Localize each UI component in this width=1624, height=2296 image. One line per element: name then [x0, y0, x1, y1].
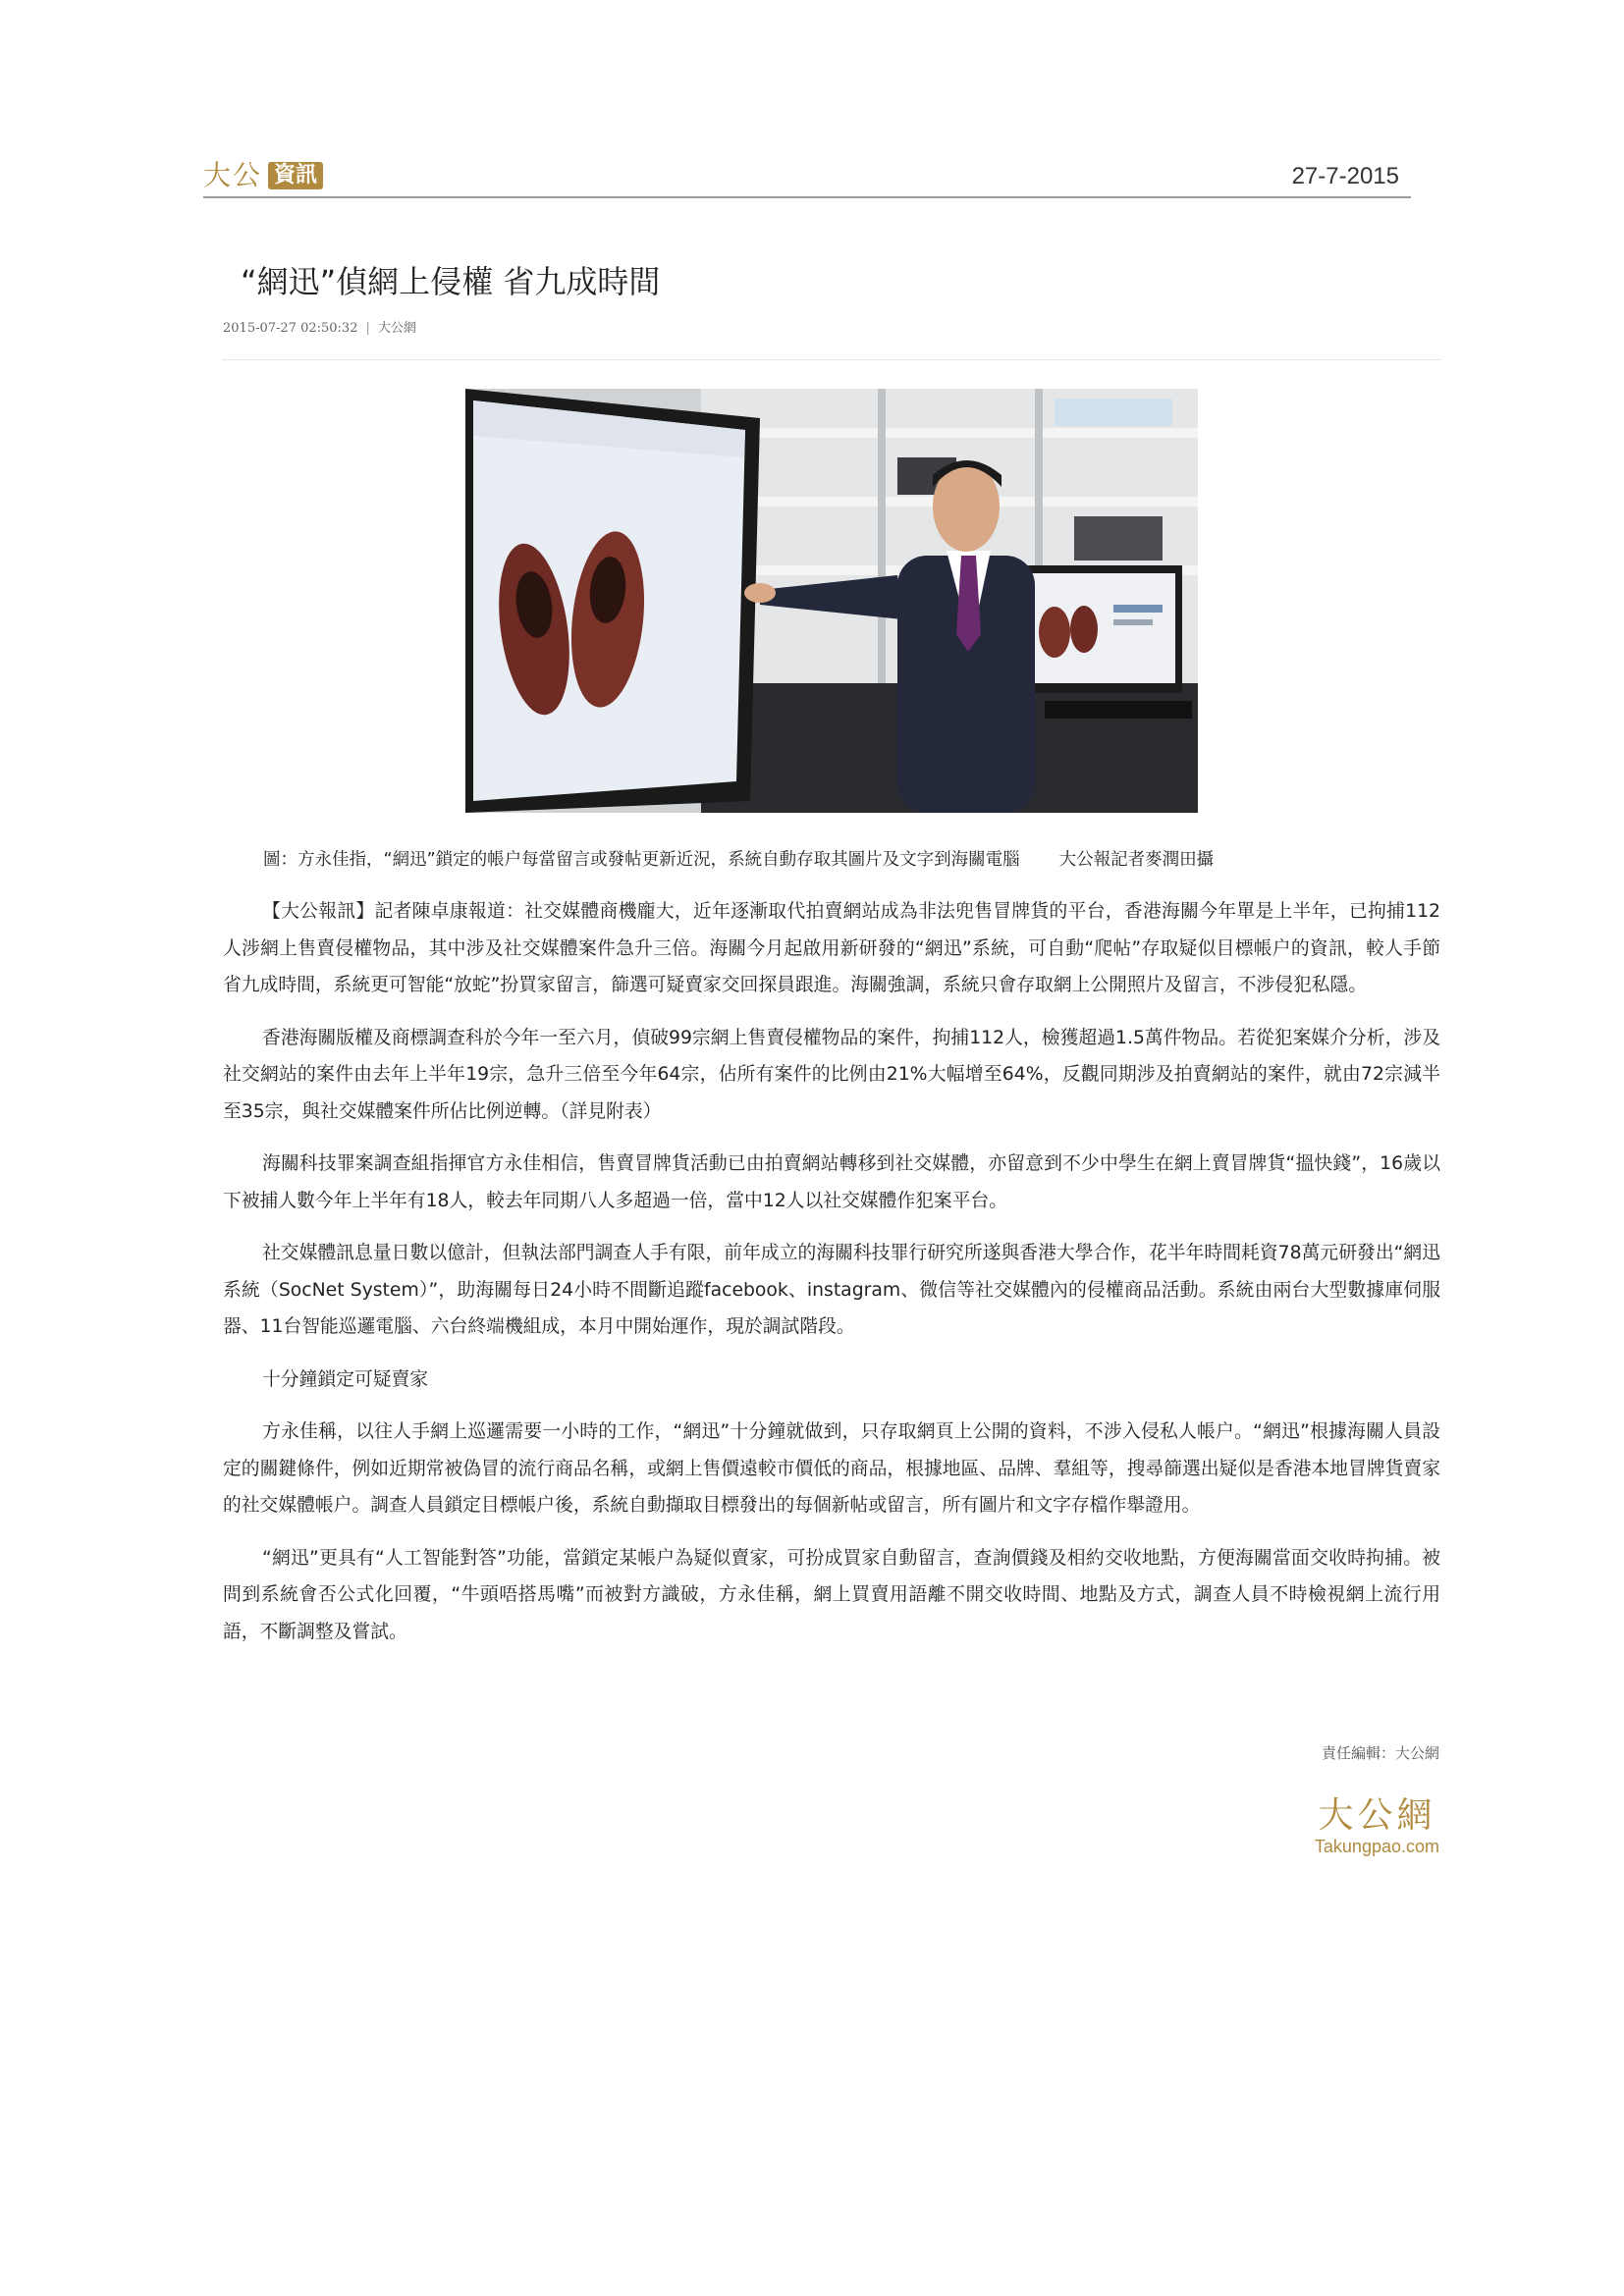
paragraph-3: 海關科技罪案調查組指揮官方永佳相信，售賣冒牌貨活動已由拍賣網站轉移到社交媒體，亦留意到不少中學生在網上賣冒牌貨“搵快錢”，16歲以下被捕人數今年上半年有18人，較去年同期八人多超過一倍，當中12人以社交媒體作犯案平台。 [223, 1153, 1440, 1211]
footer-logo-cn: 大公網 [1318, 1795, 1436, 1836]
article-source: 大公網 [377, 321, 416, 336]
article-body [223, 893, 1440, 1666]
article-meta [223, 317, 416, 336]
article-photo [465, 389, 1198, 813]
paragraph-1: 【大公報訊】記者陳卓康報道：社交媒體商機龐大，近年逐漸取代拍賣網站成為非法兜售冒牌貨的平台，香港海關今年單是上半年，已拘捕112人涉網上售賣侵權物品，其中涉及社交媒體案件急升三倍。海關今月起啟用新研發的“網迅”系統，可自動“爬帖”存取疑似目標帳户的資訊，較人手節省九成時間，系統更可智能“放蛇”扮買家留言，篩選可疑賣家交回探員跟進。海關強調，系統只會存取網上公開照片及留言，不涉侵犯私隱。 [223, 901, 1440, 995]
responsible-editor: 責任編輯：大公網 [1321, 1744, 1439, 1762]
caption-credit: 大公報記者麥潤田攝 [1058, 850, 1215, 870]
footer-logo-en: Takungpao.com [1314, 1837, 1439, 1856]
paragraph-5: 方永佳稱，以往人手網上巡邏需要一小時的工作，“網迅”十分鐘就做到，只存取網頁上公開的資料，不涉入侵私人帳户。“網迅”根據海關人員設定的關鍵條件，例如近期常被偽冒的流行商品名稱，或網上售價遠較市價低的商品，根據地區、品牌、羣組等，搜尋篩選出疑似是香港本地冒牌貨賣家的社交媒體帳户。調查人員鎖定目標帳户後，系統自動擷取目標發出的每個新帖或留言，所有圖片和文字存檔作舉證用。 [223, 1421, 1440, 1516]
logo-text: 大公 [203, 159, 263, 191]
article-title: “網迅”偵網上侵權 省九成時間 [241, 263, 661, 300]
caption-text: 圖：方永佳指，“網迅”鎖定的帳户每當留言或發帖更新近況，系統自動存取其圖片及文字到海關電腦 [263, 850, 1020, 870]
logo-badge: 資訊 [268, 162, 323, 189]
paragraph-2: 香港海關版權及商標調查科於今年一至六月，偵破99宗網上售賣侵權物品的案件，拘捕112人，檢獲超過1.5萬件物品。若從犯案媒介分析，涉及社交網站的案件由去年上半年19宗，急升三倍至今年64宗，佔所有案件的比例由21%大幅增至64%，反觀同期涉及拍賣網站的案件，就由72宗減半至35宗，與社交媒體案件所佔比例逆轉。（詳見附表） [223, 1027, 1440, 1122]
page-header [203, 157, 1411, 198]
meta-separator: | [365, 321, 370, 336]
paragraph-4: 社交媒體訊息量日數以億計，但執法部門調查人手有限，前年成立的海關科技罪行研究所遂與香港大學合作，花半年時間耗資78萬元研發出“網迅系統（SocNet System）”，助海關每日24小時不間斷追蹤facebook、instagram、微信等社交媒體內的侵權商品活動。系統由兩台大型數據庫伺服器、11台智能巡邏電腦、六台終端機組成，本月中開始運作，現於調試階段。 [223, 1243, 1440, 1337]
article-timestamp: 2015-07-27 02:50:32 [223, 321, 358, 336]
site-logo[interactable] [203, 161, 323, 190]
subheading: 十分鐘鎖定可疑賣家 [262, 1368, 429, 1390]
divider [223, 359, 1440, 360]
photo-illustration [465, 389, 1198, 813]
footer-logo[interactable] [1315, 1796, 1439, 1857]
photo-caption [263, 846, 1214, 871]
paragraph-6: “網迅”更具有“人工智能對答”功能，當鎖定某帳户為疑似賣家，可扮成買家自動留言，查詢價錢及相約交收地點，方便海關當面交收時拘捕。被問到系統會否公式化回覆，“牛頭唔搭馬嘴”而被對方識破，方永佳稱，網上買賣用語離不開交收時間、地點及方式，調查人員不時檢視網上流行用語，不斷調整及嘗試。 [223, 1547, 1440, 1642]
header-date: 27-7-2015 [1291, 163, 1399, 189]
